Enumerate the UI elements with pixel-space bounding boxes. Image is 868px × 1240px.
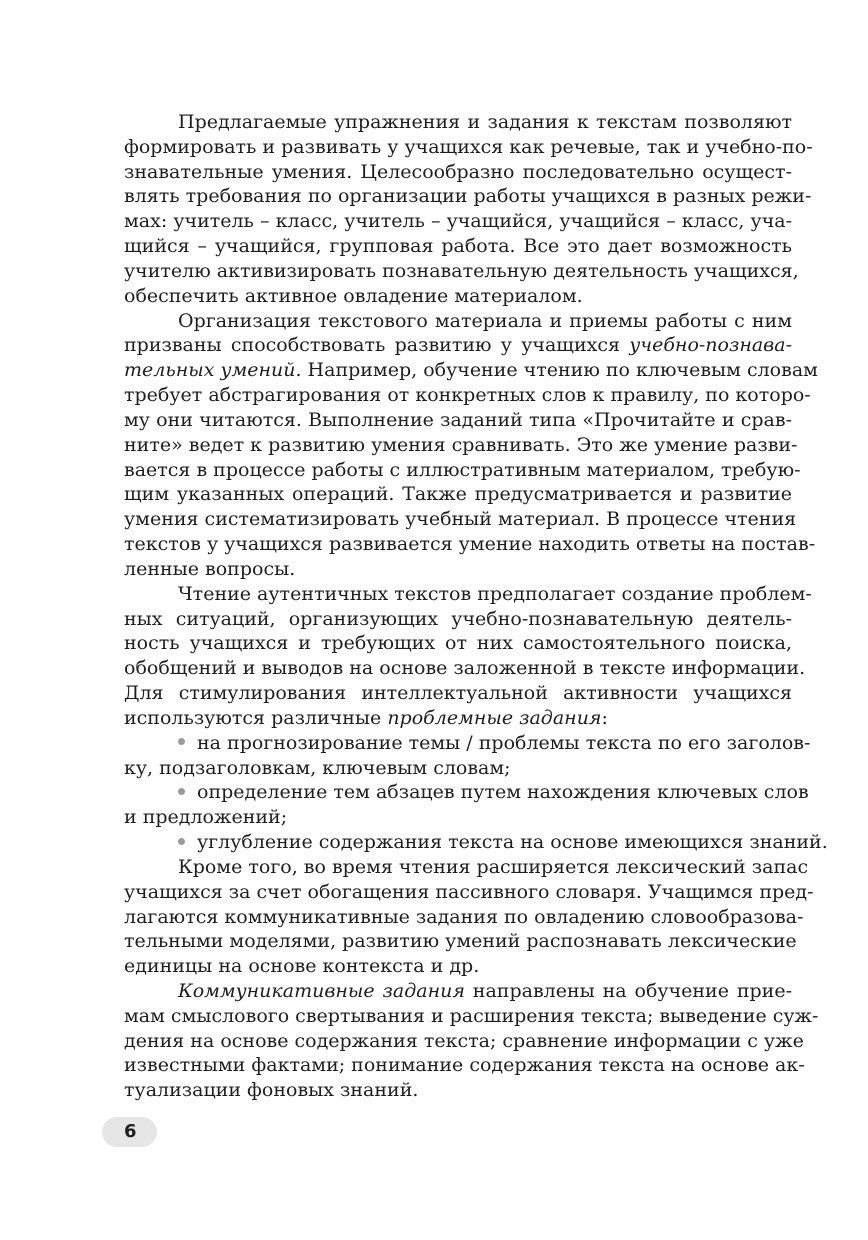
text-line: мах: учитель – класс, учитель – учащийся, учащийся – класс, уча- — [124, 210, 792, 233]
text-run: : — [601, 706, 608, 729]
text-line: Чтение аутентичных текстов предполагает создание проблем- — [178, 582, 812, 605]
text-run: . Например, обучение чтению по ключевым словам — [295, 359, 818, 382]
text-line: влять требования по организации работы учащихся в разных режи- — [124, 185, 812, 208]
text-run: направлены на обучение прие- — [464, 979, 792, 1002]
bullet-icon — [178, 738, 185, 745]
bullet-text: углубление содержания текста на основе имеющихся знаний. — [197, 831, 828, 854]
text-line: знавательные умения. Целесообразно последовательно осущест- — [124, 160, 792, 183]
text-line: тельными моделями, развитию умений распознавать лексические — [124, 930, 797, 953]
text-line: вается в процессе работы с иллюстративным материалом, требую- — [124, 458, 801, 481]
text-run: призваны способствовать развитию у учащихся — [124, 334, 620, 357]
text-line: туализации фоновых знаний. — [124, 1079, 419, 1102]
text-line: обеспечить активное овладение материалом. — [124, 284, 583, 307]
bullet-text: определение тем абзацев путем нахождения ключевых слов — [197, 781, 809, 804]
text-line: и предложений; — [124, 806, 288, 829]
text-line: ку, подзаголовкам, ключевым словам; — [124, 756, 511, 779]
text-line: требует абстрагирования от конкретных слов к правилу, по которо- — [124, 384, 811, 407]
text-line — [124, 706, 792, 731]
text-line: мам смыслового свертывания и расширения текста; выведение суж- — [124, 1004, 819, 1027]
bullet-item — [124, 731, 811, 756]
text-line — [124, 358, 818, 383]
text-line: Организация текстового материала и приемы работы с ним — [178, 309, 792, 332]
text-line: лагаются коммуникативные задания по овладению словообразова- — [124, 905, 804, 928]
text-line: обобщений и выводов на основе заложенной в тексте информации. — [124, 657, 806, 680]
text-line: Для стимулирования интеллектуальной активности учащихся — [124, 682, 792, 705]
bullet-text: на прогнозирование темы / проблемы текста по его заголов- — [197, 731, 811, 754]
bullet-item — [124, 780, 809, 805]
page-body — [124, 110, 828, 1103]
text-line: умения систематизировать учебный материал. В процессе чтения — [124, 508, 797, 531]
italic-term: Коммуникативные задания — [178, 979, 465, 1002]
bullet-item — [124, 830, 828, 855]
text-line: ность учащихся и требующих от них самостоятельного поиска, — [124, 632, 792, 655]
text-run: используются различные — [124, 706, 382, 729]
text-line: учителю активизировать познавательную деятельность учащихся, — [124, 259, 799, 282]
text-line: известными фактами; понимание содержания текста на основе ак- — [124, 1054, 805, 1077]
text-line: щийся – учащийся, групповая работа. Все это дает возможность — [124, 235, 792, 258]
text-line — [124, 979, 792, 1004]
bullet-icon — [178, 788, 185, 795]
text-line — [124, 333, 792, 358]
text-line: формировать и развивать у учащихся как речевые, так и учебно-по- — [124, 135, 813, 158]
text-line: текстов у учащихся развивается умение находить ответы на постав- — [124, 533, 816, 556]
text-line: ных ситуаций, организующих учебно-познавательную деятель- — [124, 607, 792, 630]
text-line: ленные вопросы. — [124, 557, 296, 580]
text-line: Кроме того, во время чтения расширяется лексический запас — [178, 855, 809, 878]
text-line: щим указанных операций. Также предусматривается и развитие — [124, 483, 792, 506]
text-line: дения на основе содержания текста; сравнение информации с уже — [124, 1029, 804, 1052]
text-line: ните» ведет к развитию умения сравнивать. Это же умение разви- — [124, 433, 798, 456]
text-line: единицы на основе контекста и др. — [124, 955, 480, 978]
italic-term: тельных умений — [124, 359, 296, 382]
page-number: 6 — [124, 1121, 137, 1142]
bullet-icon — [178, 838, 185, 845]
text-line: Предлагаемые упражнения и задания к текстам позволяют — [178, 111, 792, 133]
text-line: учащихся за счет обогащения пассивного словаря. Учащимся пред- — [124, 880, 814, 903]
italic-term: проблемные задания — [387, 706, 602, 729]
text-line: му они читаются. Выполнение заданий типа «Прочитайте и срав- — [124, 408, 792, 431]
italic-term: учебно-познава- — [629, 334, 792, 357]
